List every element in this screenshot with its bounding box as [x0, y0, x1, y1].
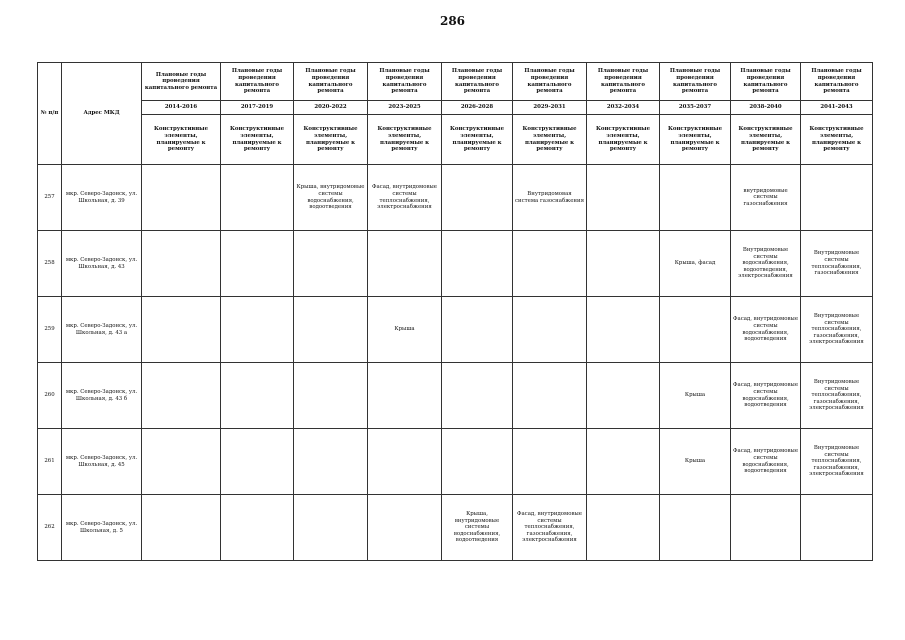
work-cell: Крыша, фасад: [660, 231, 731, 297]
header-address: Адрес МКД: [62, 63, 142, 165]
header-period-title: Плановые годы проведения капитального ремонта: [368, 63, 442, 101]
table-row: [38, 231, 873, 297]
work-cell: [660, 495, 731, 561]
work-cell: [442, 429, 513, 495]
header-row-years: [38, 101, 873, 115]
header-elements: Конструктивные элементы, планируемые к ремонту: [442, 115, 513, 165]
row-number: 260: [38, 363, 62, 429]
header-period-title: Плановые годы проведения капитального ремонта: [142, 63, 221, 101]
work-cell: [294, 363, 368, 429]
row-number: 257: [38, 165, 62, 231]
work-cell: Крыша: [660, 363, 731, 429]
header-elements: Конструктивные элементы, планируемые к ремонту: [142, 115, 221, 165]
header-elements: Конструктивные элементы, планируемые к ремонту: [221, 115, 294, 165]
header-period-title: Плановые годы проведения капитального ремонта: [513, 63, 587, 101]
row-address: мкр. Северо-Задонск, ул. Школьная, д. 43: [62, 231, 142, 297]
work-cell: Внутридомовые системы теплоснабжения, газоснабжения, электроснабжения: [801, 297, 873, 363]
work-cell: Крыша: [660, 429, 731, 495]
work-cell: [442, 297, 513, 363]
row-address: мкр. Северо-Задонск, ул. Школьная, д. 5: [62, 495, 142, 561]
work-cell: [587, 495, 660, 561]
header-years: 2023-2025: [368, 101, 442, 115]
work-cell: [801, 495, 873, 561]
row-address: мкр. Северо-Задонск, ул. Школьная, д. 43 б: [62, 363, 142, 429]
work-cell: [142, 495, 221, 561]
work-cell: Внутридомовые системы водоснабжения, водоотведения, электроснабжения: [731, 231, 801, 297]
work-cell: [587, 429, 660, 495]
header-period-title: Плановые годы проведения капитального ремонта: [731, 63, 801, 101]
work-cell: [221, 429, 294, 495]
work-cell: Фасад, внутридомовые системы теплоснабжения, электроснабжения: [368, 165, 442, 231]
header-years: 2032-2034: [587, 101, 660, 115]
header-elements: Конструктивные элементы, планируемые к ремонту: [801, 115, 873, 165]
work-cell: [294, 231, 368, 297]
work-cell: [731, 495, 801, 561]
row-number: 258: [38, 231, 62, 297]
header-period-title: Плановые годы проведения капитального ремонта: [660, 63, 731, 101]
row-address: мкр. Северо-Задонск, ул. Школьная, д. 39: [62, 165, 142, 231]
header-years: 2029-2031: [513, 101, 587, 115]
work-cell: Фасад, внутридомовые системы теплоснабжения, газоснабжения, электроснабжения: [513, 495, 587, 561]
header-elements: Конструктивные элементы, планируемые к ремонту: [368, 115, 442, 165]
header-years: 2020-2022: [294, 101, 368, 115]
work-cell: Внутридомовые системы теплоснабжения, газоснабжения: [801, 231, 873, 297]
row-address: мкр. Северо-Задонск, ул. Школьная, д. 43 а: [62, 297, 142, 363]
page-number: 286: [439, 14, 466, 28]
work-cell: [142, 231, 221, 297]
work-cell: [142, 363, 221, 429]
work-cell: [368, 495, 442, 561]
work-cell: [368, 231, 442, 297]
header-elements: Конструктивные элементы, планируемые к ремонту: [731, 115, 801, 165]
table-row: [38, 363, 873, 429]
header-row-titles: [38, 63, 873, 101]
work-cell: Фасад, внутридомовые системы водоснабжения, водоотведения: [731, 297, 801, 363]
row-number: 259: [38, 297, 62, 363]
work-cell: [368, 363, 442, 429]
header-years: 2014-2016: [142, 101, 221, 115]
row-number: 261: [38, 429, 62, 495]
header-elements: Конструктивные элементы, планируемые к ремонту: [294, 115, 368, 165]
header-years: 2017-2019: [221, 101, 294, 115]
header-period-title: Плановые годы проведения капитального ремонта: [442, 63, 513, 101]
table-row: [38, 429, 873, 495]
capital-repair-plan-table: [37, 62, 873, 561]
header-period-title: Плановые годы проведения капитального ремонта: [221, 63, 294, 101]
work-cell: Внутридомовые системы теплоснабжения, газоснабжения, электроснабжения: [801, 363, 873, 429]
work-cell: [587, 165, 660, 231]
table-row: [38, 495, 873, 561]
work-cell: [442, 363, 513, 429]
header-years: 2041-2043: [801, 101, 873, 115]
work-cell: [221, 363, 294, 429]
work-cell: Фасад, внутридомовые системы водоснабжения, водоотведения: [731, 429, 801, 495]
work-cell: [587, 231, 660, 297]
table-row: [38, 297, 873, 363]
table-row: [38, 165, 873, 231]
header-row-elements: [38, 115, 873, 165]
work-cell: [513, 297, 587, 363]
work-cell: Крыша, внутридомовые системы водоснабжения, водоотведения: [442, 495, 513, 561]
header-years: 2035-2037: [660, 101, 731, 115]
row-number: 262: [38, 495, 62, 561]
work-cell: [221, 165, 294, 231]
work-cell: Фасад, внутридомовые системы водоснабжения, водоотведения: [731, 363, 801, 429]
work-cell: [587, 297, 660, 363]
work-cell: [442, 165, 513, 231]
work-cell: [221, 231, 294, 297]
work-cell: [660, 297, 731, 363]
work-cell: [513, 429, 587, 495]
header-period-title: Плановые годы проведения капитального ремонта: [801, 63, 873, 101]
work-cell: Внутридомовая система газоснабжения: [513, 165, 587, 231]
work-cell: [142, 429, 221, 495]
work-cell: [294, 429, 368, 495]
work-cell: [142, 297, 221, 363]
work-cell: [142, 165, 221, 231]
header-years: 2026-2028: [442, 101, 513, 115]
header-period-title: Плановые годы проведения капитального ремонта: [587, 63, 660, 101]
work-cell: внутридомовые системы газоснабжения: [731, 165, 801, 231]
header-elements: Конструктивные элементы, планируемые к ремонту: [513, 115, 587, 165]
header-period-title: Плановые годы проведения капитального ремонта: [294, 63, 368, 101]
work-cell: Крыша: [368, 297, 442, 363]
work-cell: Крыша, внутридомовые системы водоснабжения, водоотведения: [294, 165, 368, 231]
header-years: 2038-2040: [731, 101, 801, 115]
work-cell: [660, 165, 731, 231]
work-cell: [801, 165, 873, 231]
header-elements: Конструктивные элементы, планируемые к ремонту: [587, 115, 660, 165]
work-cell: [587, 363, 660, 429]
work-cell: [368, 429, 442, 495]
work-cell: [221, 495, 294, 561]
work-cell: [442, 231, 513, 297]
work-cell: [294, 495, 368, 561]
work-cell: Внутридомовые системы теплоснабжения, газоснабжения, электроснабжения: [801, 429, 873, 495]
work-cell: [513, 231, 587, 297]
work-cell: [221, 297, 294, 363]
header-elements: Конструктивные элементы, планируемые к ремонту: [660, 115, 731, 165]
work-cell: [294, 297, 368, 363]
row-address: мкр. Северо-Задонск, ул. Школьная, д. 45: [62, 429, 142, 495]
header-num: № п/п: [38, 63, 62, 165]
work-cell: [513, 363, 587, 429]
